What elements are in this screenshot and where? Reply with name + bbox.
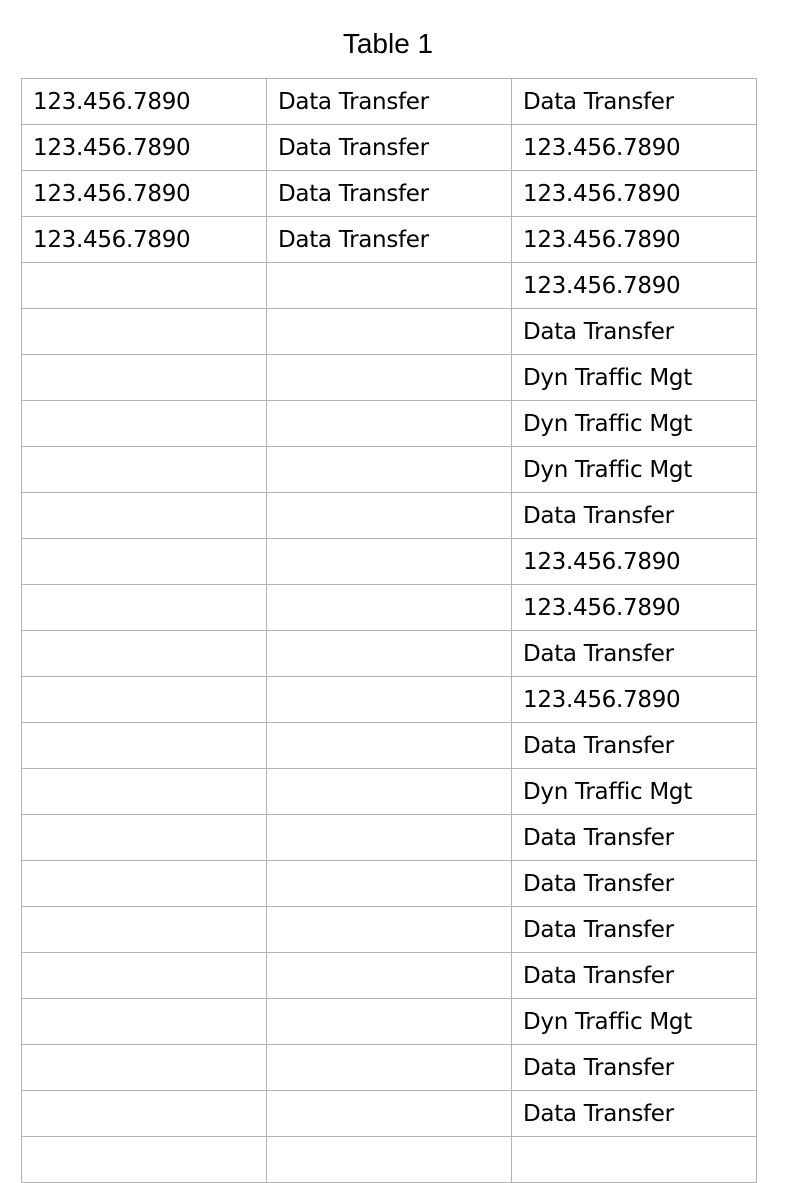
table-row [22,861,757,907]
table-row [22,723,757,769]
table-cell[interactable] [267,769,512,815]
table-cell[interactable] [22,401,267,447]
table-cell[interactable]: 123.456.7890 [22,79,267,125]
table-cell[interactable] [267,861,512,907]
table-cell[interactable]: Data Transfer [267,171,512,217]
table-cell[interactable]: Data Transfer [512,861,757,907]
table-row [22,263,757,309]
table-cell[interactable] [267,999,512,1045]
table-cell[interactable]: 123.456.7890 [22,125,267,171]
table-cell[interactable]: Data Transfer [512,723,757,769]
table-cell[interactable]: Data Transfer [267,217,512,263]
table-cell[interactable]: 123.456.7890 [512,677,757,723]
table-row [22,493,757,539]
table-cell[interactable]: Dyn Traffic Mgt [512,769,757,815]
table-cell[interactable]: Data Transfer [512,815,757,861]
table-cell[interactable] [267,1137,512,1183]
table-cell[interactable] [22,1137,267,1183]
table-cell[interactable]: 123.456.7890 [512,217,757,263]
table-cell[interactable] [22,585,267,631]
table-row [22,171,757,217]
table-title: Table 1 [342,28,434,59]
table-cell[interactable]: Data Transfer [512,309,757,355]
table-body [22,79,757,1183]
table-row [22,217,757,263]
table-row [22,125,757,171]
table-cell[interactable] [22,355,267,401]
table-cell[interactable] [267,815,512,861]
table-cell[interactable] [267,309,512,355]
table-cell[interactable] [22,539,267,585]
table-cell[interactable]: Data Transfer [512,631,757,677]
table-cell[interactable] [22,263,267,309]
table-cell[interactable]: 123.456.7890 [512,539,757,585]
table-row [22,907,757,953]
table-cell[interactable]: Dyn Traffic Mgt [512,355,757,401]
table-cell[interactable] [22,1045,267,1091]
table-cell[interactable]: 123.456.7890 [512,171,757,217]
table-cell[interactable] [267,263,512,309]
table-row [22,355,757,401]
table-cell[interactable] [22,447,267,493]
table-cell[interactable]: Data Transfer [512,1091,757,1137]
table-cell[interactable] [22,493,267,539]
table-cell[interactable] [267,1091,512,1137]
table-cell[interactable] [267,1045,512,1091]
table-cell[interactable]: Dyn Traffic Mgt [512,447,757,493]
table-cell[interactable] [267,447,512,493]
table-cell[interactable] [267,401,512,447]
table-cell[interactable] [22,677,267,723]
table-cell[interactable] [22,631,267,677]
table-cell[interactable]: Data Transfer [267,125,512,171]
table-cell[interactable]: 123.456.7890 [22,171,267,217]
table-row [22,447,757,493]
table-row [22,401,757,447]
table-cell[interactable]: 123.456.7890 [512,263,757,309]
table-cell[interactable] [267,631,512,677]
table-row [22,539,757,585]
table-row [22,1045,757,1091]
table-cell[interactable] [22,999,267,1045]
table-row [22,309,757,355]
table-cell[interactable]: Dyn Traffic Mgt [512,999,757,1045]
table-row [22,815,757,861]
table-cell[interactable] [267,723,512,769]
table-row [22,585,757,631]
table-cell[interactable]: Data Transfer [512,493,757,539]
table-row [22,953,757,999]
table-cell[interactable] [22,953,267,999]
table-cell[interactable] [267,539,512,585]
table-cell[interactable] [512,1137,757,1183]
table-row [22,999,757,1045]
table-cell[interactable] [22,815,267,861]
table-cell[interactable]: Data Transfer [512,1045,757,1091]
table-cell[interactable]: Data Transfer [512,953,757,999]
table-cell[interactable]: Data Transfer [267,79,512,125]
table-cell[interactable]: Data Transfer [512,907,757,953]
table-cell[interactable] [22,907,267,953]
table-cell[interactable] [267,677,512,723]
table-cell[interactable]: Dyn Traffic Mgt [512,401,757,447]
table-cell[interactable] [267,493,512,539]
table-cell[interactable] [22,723,267,769]
table-row [22,769,757,815]
table-cell[interactable] [267,953,512,999]
table-cell[interactable]: 123.456.7890 [512,125,757,171]
table-row [22,677,757,723]
table-row [22,1091,757,1137]
table-cell[interactable] [267,907,512,953]
table-row [22,1137,757,1183]
table-cell[interactable] [22,861,267,907]
table-cell[interactable]: 123.456.7890 [512,585,757,631]
table-cell[interactable] [267,585,512,631]
data-table [21,78,757,1183]
table-cell[interactable] [22,309,267,355]
table-cell[interactable] [22,769,267,815]
table-row [22,79,757,125]
table-cell[interactable]: 123.456.7890 [22,217,267,263]
table-row [22,631,757,677]
table-cell[interactable] [267,355,512,401]
table-cell[interactable] [22,1091,267,1137]
table-cell[interactable]: Data Transfer [512,79,757,125]
